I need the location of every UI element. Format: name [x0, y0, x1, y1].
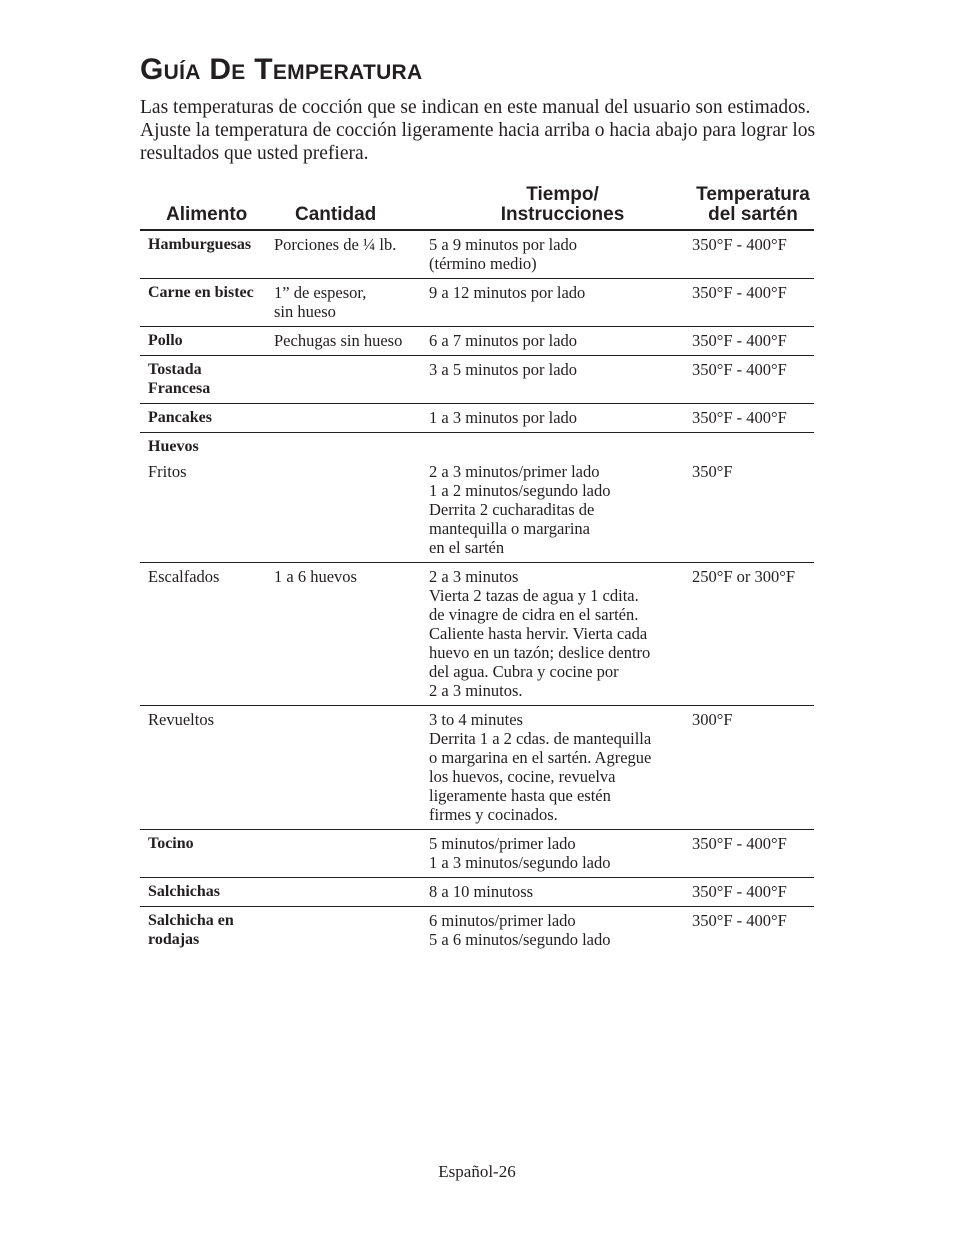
time-cell: 2 a 3 minutos Vierta 2 tazas de agua y 1 cdita. de vinagre de cidra en el sartén. Caliente hasta hervir. Vierta cada huevo en un tazón; deslice dentro del agua. Cubra y cocine por 2 a 3 minutos.	[423, 563, 682, 706]
quantity-cell: Pechugas sin hueso	[270, 327, 423, 356]
time-cell: 5 minutos/primer lado 1 a 3 minutos/segundo lado	[423, 830, 682, 878]
time-cell: 2 a 3 minutos/primer lado 1 a 2 minutos/segundo lado Derrita 2 cucharaditas de mantequilla o margarina en el sartén	[423, 458, 682, 563]
quantity-cell	[270, 706, 423, 830]
food-group-cell: Huevos	[148, 438, 199, 455]
table-row	[140, 563, 814, 706]
quantity-cell	[270, 404, 423, 433]
temperature-cell: 350°F - 400°F	[682, 356, 814, 404]
quantity-cell	[270, 907, 423, 955]
table-row	[140, 907, 814, 955]
time-cell	[423, 433, 682, 459]
page-number: Español-26	[438, 1162, 516, 1181]
time-cell: 8 a 10 minutoss	[423, 878, 682, 907]
quantity-cell: 1” de espesor, sin hueso	[270, 279, 423, 327]
temperature-cell	[682, 433, 814, 459]
table-header-row	[140, 185, 814, 230]
food-cell: Salchicha en rodajas	[148, 912, 234, 948]
table-row	[140, 830, 814, 878]
temperature-cell: 350°F - 400°F	[692, 911, 787, 930]
page-title: Guía De Temperatura	[140, 53, 423, 86]
food-cell: Hamburguesas	[140, 230, 270, 279]
table-row	[140, 356, 814, 404]
time-cell: 6 a 7 minutos por lado	[423, 327, 682, 356]
table-row	[140, 327, 814, 356]
temperature-cell: 350°F - 400°F	[682, 878, 814, 907]
food-cell: Revueltos	[140, 706, 270, 830]
temperature-cell: 350°F - 400°F	[682, 279, 814, 327]
food-cell: Salchichas	[140, 878, 270, 907]
header-pan-temperature: Temperatura del sartén	[682, 185, 814, 230]
temperature-cell: 350°F - 400°F	[682, 230, 814, 279]
food-cell: Tostada Francesa	[140, 356, 270, 404]
quantity-cell	[270, 830, 423, 878]
temperature-guide-table	[140, 185, 814, 954]
time-cell: 3 a 5 minutos por lado	[423, 356, 682, 404]
food-cell: Pancakes	[140, 404, 270, 433]
temperature-cell: 350°F	[682, 458, 814, 563]
quantity-cell: Porciones de ¼ lb.	[270, 230, 423, 279]
intro-paragraph: Las temperaturas de cocción que se indican en este manual del usuario son estimados. Ajuste la temperatura de cocción ligeramente hacia arriba o hacia abajo para lograr los resultados que usted prefiera.	[140, 97, 816, 164]
table-row	[140, 706, 814, 830]
time-cell: 5 a 9 minutos por lado (término medio)	[423, 230, 682, 279]
table-row	[140, 279, 814, 327]
food-cell: Tocino	[140, 830, 270, 878]
temperature-cell: 250°F or 300°F	[682, 563, 814, 706]
temperature-cell: 350°F - 400°F	[682, 404, 814, 433]
quantity-cell	[270, 458, 423, 563]
food-cell: Pollo	[140, 327, 270, 356]
header-time-instructions: Tiempo/ Instrucciones	[423, 185, 682, 230]
temperature-cell: 350°F - 400°F	[682, 327, 814, 356]
food-cell: Fritos	[140, 458, 270, 563]
header-food: Alimento	[140, 185, 270, 230]
temperature-cell: 300°F	[682, 706, 814, 830]
food-cell: Carne en bistec	[140, 279, 270, 327]
time-cell: 6 minutos/primer lado 5 a 6 minutos/segundo lado	[429, 911, 611, 949]
time-cell: 3 to 4 minutes Derrita 1 a 2 cdas. de mantequilla o margarina en el sartén. Agregue los huevos, cocine, revuelva ligeramente hasta que estén firmes y cocinados.	[423, 706, 682, 830]
time-cell: 9 a 12 minutos por lado	[423, 279, 682, 327]
quantity-cell	[270, 878, 423, 907]
table-row	[140, 404, 814, 433]
header-quantity: Cantidad	[270, 185, 423, 230]
quantity-cell	[270, 356, 423, 404]
time-cell: 1 a 3 minutos por lado	[423, 404, 682, 433]
quantity-cell: 1 a 6 huevos	[270, 563, 423, 706]
table-row	[140, 230, 814, 279]
table-row	[140, 458, 814, 563]
quantity-cell	[270, 433, 423, 459]
temperature-cell: 350°F - 400°F	[682, 830, 814, 878]
table-group-row	[140, 433, 814, 459]
food-cell: Escalfados	[140, 563, 270, 706]
table-row	[140, 878, 814, 907]
